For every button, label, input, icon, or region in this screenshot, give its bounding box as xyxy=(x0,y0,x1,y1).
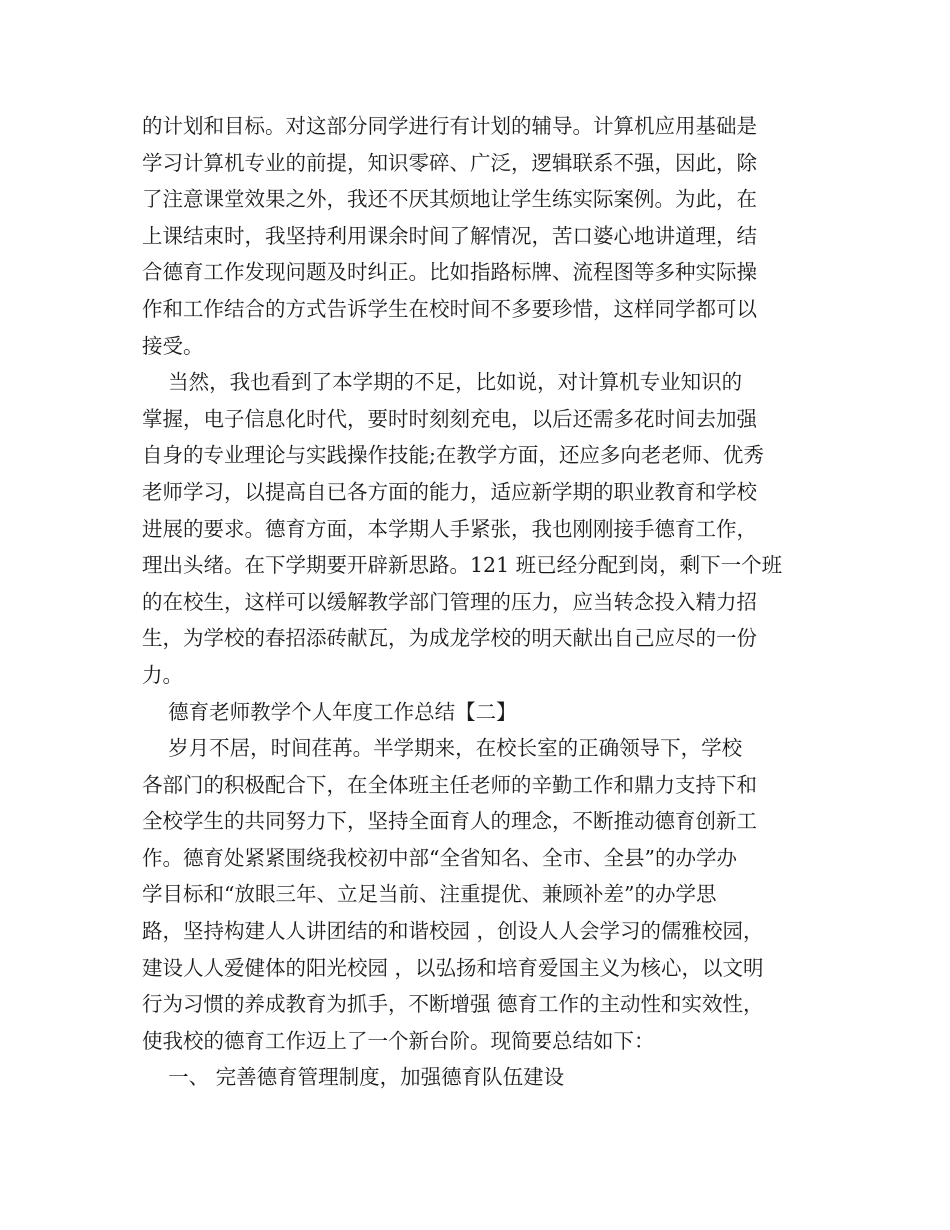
paragraph-start-line: 岁月不居，时间荏苒。半学期来，在校长室的正确领导下，学校 xyxy=(142,736,743,761)
text-line: 学习计算机专业的前提，知识零碎、广泛，逻辑联系不强，因此，除 xyxy=(142,150,757,175)
text-line: 老师学习，以提高自已各方面的能力，适应新学期的职业教育和学校 xyxy=(142,479,757,504)
text-line: 使我校的德育工作迈上了一个新台阶。现简要总结如下： xyxy=(142,1028,655,1053)
text-line: 生，为学校的春招添砖献瓦，为成龙学校的明天献出自己应尽的一份 xyxy=(142,626,757,651)
text-line: 作。德育处紧紧围绕我校初中部“全省知名、全市、全县”的办学办 xyxy=(142,845,737,870)
text-line: 理出头绪。在下学期要开辟新思路。121 班已经分配到岗，剩下一个班 xyxy=(142,553,783,578)
text-line: 建设人人爱健体的阳光校园 ，以弘扬和培育爱国主义为核心，以文明 xyxy=(142,955,764,980)
text-line: 全校学生的共同努力下，坚持全面育人的理念，不断推动德育创新工 xyxy=(142,809,757,834)
text-line: 行为习惯的养成教育为抓手，不断增强 德育工作的主动性和实效性， xyxy=(142,992,764,1017)
text-line: 的在校生，这样可以缓解教学部门管理的压力，应当转念投入精力招 xyxy=(142,589,757,614)
text-line: 合德育工作发现问题及时纠正。比如指路标牌、流程图等多种实际操 xyxy=(142,260,757,285)
text-line: 进展的要求。德育方面，本学期人手紧张，我也刚刚接手德育工作， xyxy=(142,516,757,541)
text-line: 上课结束时，我坚持利用课余时间了解情况，苦口婆心地讲道理，结 xyxy=(142,223,757,248)
text-line: 接受。 xyxy=(142,333,204,358)
text-line: 的计划和目标。对这部分同学进行有计划的辅导。计算机应用基础是 xyxy=(142,114,757,138)
text-line: 各部门的积极配合下，在全体班主任老师的辛勤工作和鼎力支持下和 xyxy=(142,772,757,797)
text-line: 掌握，电子信息化时代，要时时刻刻充电，以后还需多花时间去加强 xyxy=(142,406,757,431)
text-line: 力。 xyxy=(142,662,183,687)
paragraph-start-line: 当然，我也看到了本学期的不足，比如说，对计算机专业知识的 xyxy=(142,370,743,395)
subsection-heading: 一、 完善德育管理制度，加强德育队伍建设 xyxy=(142,1065,565,1090)
text-line: 自身的专业理论与实践操作技能;在教学方面，还应多向老老师、优秀 xyxy=(142,443,764,468)
document-body xyxy=(142,108,806,1096)
text-line: 了注意课堂效果之外，我还不厌其烦地让学生练实际案例。为此，在 xyxy=(142,187,757,212)
section-heading: 德育老师教学个人年度工作总结【二】 xyxy=(142,699,517,724)
text-line: 作和工作结合的方式告诉学生在校时间不多要珍惜，这样同学都可以 xyxy=(142,296,757,321)
text-line: 路，坚持构建人人讲团结的和谐校园 ，创设人人会学习的儒雅校园， xyxy=(142,919,764,944)
text-line: 学目标和“放眼三年、立足当前、注重提优、兼顾补差”的办学思 xyxy=(142,882,717,907)
